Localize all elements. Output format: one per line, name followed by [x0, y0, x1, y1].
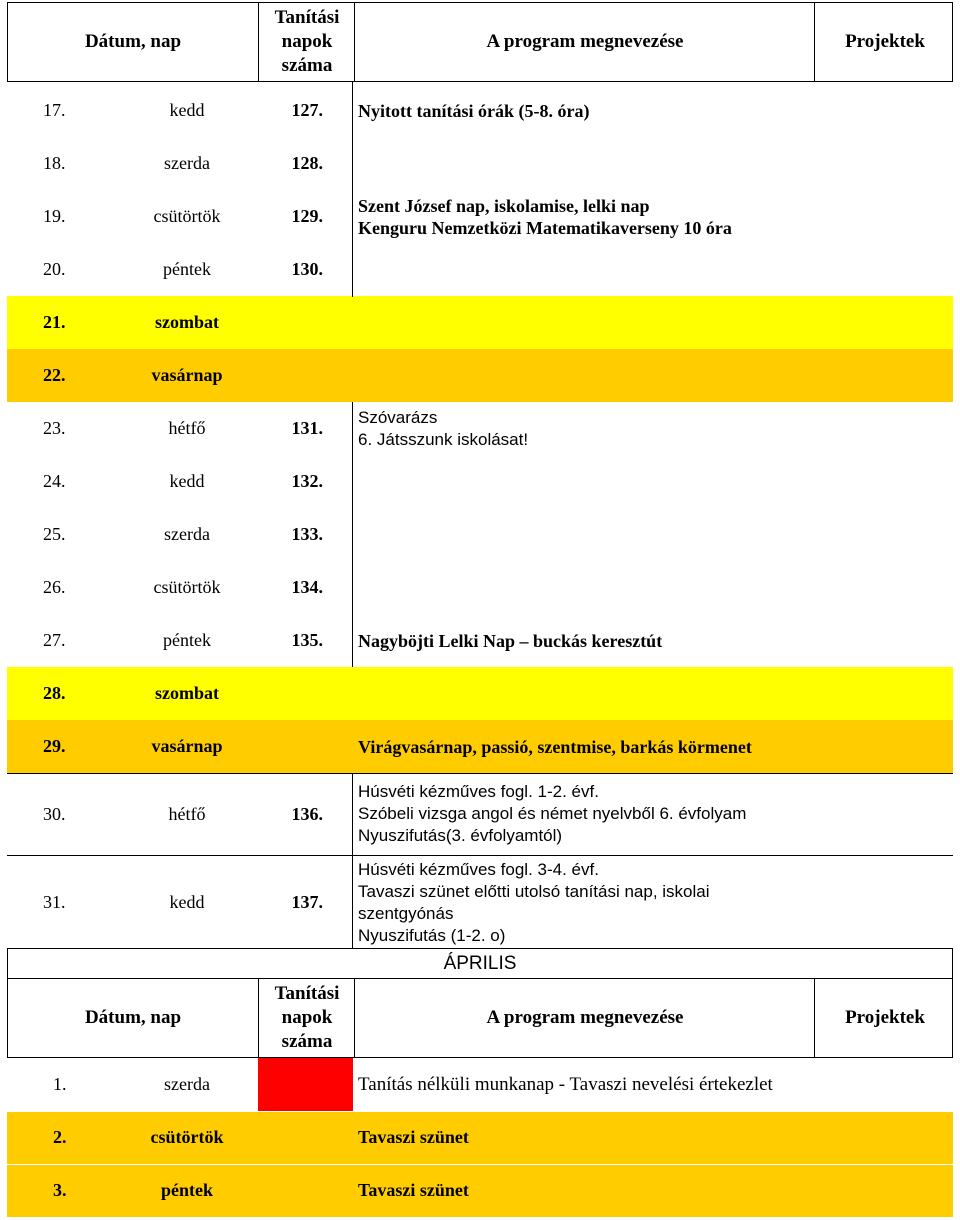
row-weekday: szerda	[164, 1074, 210, 1094]
header-row	[7, 2, 953, 82]
row-date-number: 25.	[43, 524, 66, 544]
header-date-day: Dátum, nap	[84, 1007, 182, 1028]
program-line: Nagyböjti Lelki Nap – buckás keresztút	[358, 630, 663, 651]
header-row	[7, 978, 953, 1058]
header-teaching-days-line: napok	[281, 1007, 333, 1028]
program-line: Húsvéti kézműves fogl. 1-2. évf.	[358, 782, 599, 801]
row-date-number: 18.	[43, 153, 66, 173]
header-teaching-days-line: száma	[281, 1031, 333, 1052]
row-program: Tanítás nélküli munkanap - Tavaszi nevelési értekezlet	[358, 1073, 773, 1095]
red-cell	[258, 1058, 353, 1111]
row-teaching-day-number: 134.	[291, 577, 323, 597]
row-date-number: 24.	[43, 471, 66, 491]
row-program: Tavaszi szünet	[358, 1180, 469, 1200]
row-program	[358, 773, 948, 855]
column-divider	[352, 402, 353, 667]
row-weekday: csütörtök	[150, 1127, 224, 1147]
header-projects: Projektek	[814, 3, 955, 81]
program-line: Nyuszifutás (1-2. o)	[358, 925, 506, 945]
row-teaching-day-number: 136.	[291, 803, 323, 824]
row-weekday: szerda	[164, 524, 210, 544]
row-weekday: kedd	[169, 471, 205, 491]
row-date-number: 17.	[43, 100, 66, 120]
header-date-day: Dátum, nap	[84, 31, 182, 52]
program-line: Szóbeli vizsga angol és német nyelvből 6. évfolyam	[358, 804, 747, 823]
table-row	[7, 137, 953, 190]
table-row	[7, 508, 953, 561]
row-weekday: hétfő	[168, 418, 206, 438]
row-teaching-day-number: 129.	[291, 206, 323, 226]
program-line: Nyuszifutás(3. évfolyamtól)	[358, 826, 563, 845]
row-weekday: csütörtök	[153, 206, 221, 226]
row-program	[358, 855, 948, 950]
row-program	[358, 84, 948, 137]
row-divider	[7, 1164, 953, 1165]
row-divider	[7, 1111, 953, 1112]
header-teaching-days-line: napok	[281, 31, 333, 52]
row-teaching-day-number: 132.	[291, 471, 323, 491]
row-weekday: péntek	[163, 259, 211, 279]
row-date-number: 19.	[43, 206, 66, 226]
table-row	[7, 561, 953, 614]
row-weekday: szerda	[164, 153, 210, 173]
row-teaching-day-number: 130.	[291, 259, 323, 279]
row-date-number: 3.	[53, 1180, 67, 1200]
table-row	[7, 1111, 953, 1164]
program-line: Szóvarázs	[358, 407, 438, 427]
row-weekday: kedd	[169, 892, 205, 912]
row-teaching-day-number: 133.	[291, 524, 323, 544]
row-teaching-day-number	[257, 349, 323, 402]
row-date-number: 28.	[43, 683, 66, 703]
row-divider	[7, 773, 953, 774]
row-program	[358, 614, 948, 667]
row-weekday: vasárnap	[151, 736, 223, 756]
header-teaching-days	[258, 3, 355, 81]
row-date-number: 29.	[43, 736, 66, 756]
table-row	[7, 667, 953, 720]
row-weekday: szombat	[155, 683, 219, 703]
row-date-number: 31.	[43, 892, 66, 912]
row-teaching-day-number	[257, 667, 323, 720]
row-date-number: 20.	[43, 259, 66, 279]
row-teaching-day-number: 137.	[291, 892, 323, 912]
program-line: Szent József nap, iskolamise, lelki nap	[358, 195, 650, 216]
program-line: Kenguru Nemzetközi Matematikaverseny 10 óra	[358, 217, 732, 238]
row-date-number: 27.	[43, 630, 66, 650]
row-program: Tavaszi szünet	[358, 1127, 469, 1147]
row-divider	[352, 855, 953, 856]
row-date-number: 23.	[43, 418, 66, 438]
row-date-number: 22.	[43, 365, 66, 385]
row-teaching-day-number	[257, 296, 323, 349]
month-title: ÁPRILIS	[7, 948, 953, 978]
program-line: Virágvasárnap, passió, szentmise, barkás körmenet	[358, 736, 752, 757]
table-row	[7, 1058, 953, 1111]
row-weekday: csütörtök	[153, 577, 221, 597]
row-date-number: 2.	[53, 1127, 67, 1147]
program-line: 6. Játsszunk iskolásat!	[358, 429, 529, 449]
table-row	[7, 296, 953, 349]
column-divider	[352, 82, 353, 297]
row-teaching-day-number: 128.	[291, 153, 323, 173]
row-date-number: 26.	[43, 577, 66, 597]
table-row	[7, 243, 953, 296]
row-program	[358, 402, 948, 455]
header-program: A program megnevezése	[354, 979, 815, 1057]
row-teaching-day-number	[257, 720, 323, 773]
row-date-number: 21.	[43, 312, 66, 332]
header-teaching-days-line: száma	[281, 55, 333, 76]
table-row	[7, 455, 953, 508]
program-line: Nyitott tanítási órák (5-8. óra)	[358, 100, 590, 121]
row-weekday: hétfő	[168, 803, 206, 824]
row-teaching-day-number: 127.	[291, 100, 323, 120]
header-teaching-days-line: Tanítási	[274, 983, 340, 1004]
row-program	[358, 720, 948, 773]
row-weekday: péntek	[163, 630, 211, 650]
header-teaching-days-line: Tanítási	[274, 7, 340, 28]
row-date-number: 1.	[53, 1074, 67, 1094]
program-line: Húsvéti kézműves fogl. 3-4. évf.	[358, 859, 599, 879]
row-date-number: 30.	[43, 803, 66, 824]
program-line: szentgyónás	[358, 903, 454, 923]
program-line: Tavaszi szünet előtti utolsó tanítási nap, iskolai	[358, 881, 710, 901]
table-row	[7, 1164, 953, 1217]
row-teaching-day-number: 135.	[291, 630, 323, 650]
header-program: A program megnevezése	[354, 3, 815, 81]
row-program	[358, 190, 948, 243]
header-projects: Projektek	[814, 979, 955, 1057]
row-weekday: kedd	[169, 100, 205, 120]
row-weekday: péntek	[160, 1180, 213, 1200]
row-weekday: szombat	[155, 312, 219, 332]
row-weekday: vasárnap	[151, 365, 223, 385]
table-row	[7, 349, 953, 402]
column-divider	[352, 773, 353, 948]
row-teaching-day-number: 131.	[291, 418, 323, 438]
header-teaching-days	[258, 979, 355, 1057]
